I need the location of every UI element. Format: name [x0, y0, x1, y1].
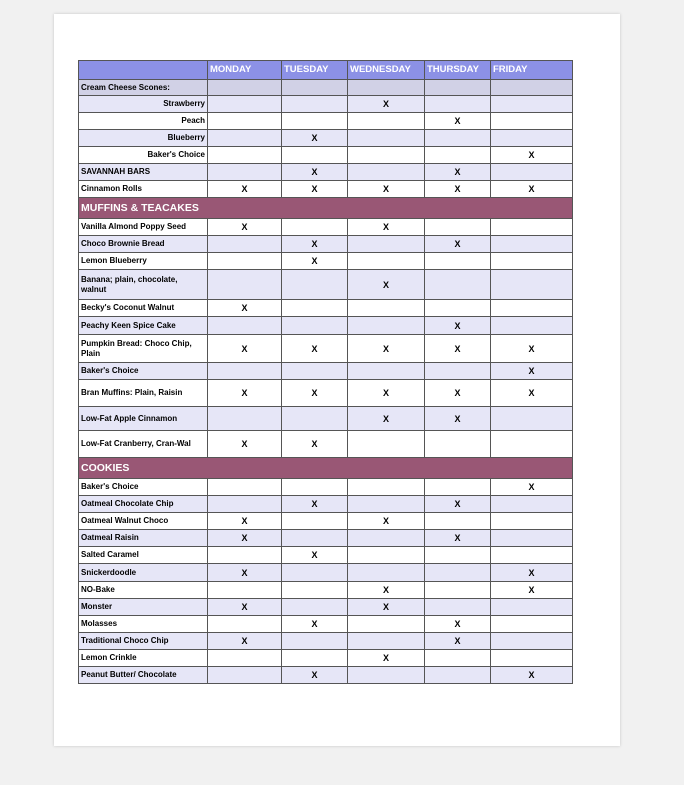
scheduled-mark: X	[491, 335, 573, 363]
schedule-body	[79, 80, 573, 684]
table-row	[79, 130, 573, 147]
empty-cell	[282, 582, 348, 599]
empty-cell	[491, 431, 573, 458]
table-row	[79, 113, 573, 130]
empty-cell	[491, 80, 573, 96]
table-row	[79, 219, 573, 236]
empty-cell	[425, 582, 491, 599]
empty-cell	[491, 96, 573, 113]
empty-cell	[282, 564, 348, 582]
table-row	[79, 253, 573, 270]
scheduled-mark: X	[491, 147, 573, 164]
scheduled-mark: X	[348, 599, 425, 616]
document-page	[54, 14, 620, 746]
scheduled-mark: X	[282, 547, 348, 564]
empty-cell	[208, 147, 282, 164]
scheduled-mark: X	[282, 130, 348, 147]
empty-cell	[425, 253, 491, 270]
empty-cell	[282, 96, 348, 113]
empty-cell	[348, 616, 425, 633]
table-row	[79, 335, 573, 363]
empty-cell	[348, 253, 425, 270]
table-row	[79, 667, 573, 684]
scheduled-mark: X	[491, 564, 573, 582]
scheduled-mark: X	[208, 181, 282, 198]
empty-cell	[425, 300, 491, 317]
empty-cell	[208, 96, 282, 113]
empty-cell	[348, 164, 425, 181]
item-name: Baker's Choice	[79, 479, 208, 496]
empty-cell	[348, 496, 425, 513]
scheduled-mark: X	[282, 431, 348, 458]
item-name: Peachy Keen Spice Cake	[79, 317, 208, 335]
scheduled-mark: X	[282, 667, 348, 684]
scheduled-mark: X	[208, 564, 282, 582]
scheduled-mark: X	[348, 181, 425, 198]
empty-cell	[282, 80, 348, 96]
item-name: Peanut Butter/ Chocolate	[79, 667, 208, 684]
scheduled-mark: X	[491, 363, 573, 380]
item-name: NO-Bake	[79, 582, 208, 599]
empty-cell	[425, 96, 491, 113]
empty-cell	[208, 317, 282, 335]
table-row	[79, 164, 573, 181]
table-row	[79, 530, 573, 547]
table-row	[79, 479, 573, 496]
table-row	[79, 547, 573, 564]
empty-cell	[348, 564, 425, 582]
item-name: Baker's Choice	[79, 363, 208, 380]
item-name: Strawberry	[79, 96, 208, 113]
table-row	[79, 147, 573, 164]
table-row	[79, 300, 573, 317]
item-name: Baker's Choice	[79, 147, 208, 164]
scheduled-mark: X	[282, 181, 348, 198]
empty-cell	[282, 317, 348, 335]
empty-cell	[348, 547, 425, 564]
empty-cell	[491, 599, 573, 616]
section-title: COOKIES	[79, 458, 573, 479]
scheduled-mark: X	[491, 667, 573, 684]
empty-cell	[208, 113, 282, 130]
empty-cell	[282, 219, 348, 236]
scheduled-mark: X	[208, 599, 282, 616]
empty-cell	[491, 300, 573, 317]
empty-cell	[491, 616, 573, 633]
scheduled-mark: X	[208, 380, 282, 407]
empty-cell	[425, 147, 491, 164]
header-monday: MONDAY	[208, 61, 282, 80]
scheduled-mark: X	[208, 513, 282, 530]
scheduled-mark: X	[425, 616, 491, 633]
empty-cell	[425, 564, 491, 582]
scheduled-mark: X	[348, 650, 425, 667]
scheduled-mark: X	[208, 300, 282, 317]
header-thursday: THURSDAY	[425, 61, 491, 80]
scheduled-mark: X	[282, 164, 348, 181]
empty-cell	[282, 300, 348, 317]
item-name: Low-Fat Apple Cinnamon	[79, 407, 208, 431]
scheduled-mark: X	[425, 113, 491, 130]
empty-cell	[208, 164, 282, 181]
empty-cell	[208, 80, 282, 96]
bakery-schedule-table	[78, 60, 573, 684]
scheduled-mark: X	[491, 380, 573, 407]
scheduled-mark: X	[208, 431, 282, 458]
empty-cell	[425, 431, 491, 458]
item-name: Becky's Coconut Walnut	[79, 300, 208, 317]
empty-cell	[348, 300, 425, 317]
empty-cell	[491, 253, 573, 270]
table-row	[79, 80, 573, 96]
scheduled-mark: X	[425, 164, 491, 181]
empty-cell	[425, 219, 491, 236]
empty-cell	[348, 431, 425, 458]
table-row	[79, 633, 573, 650]
empty-cell	[282, 530, 348, 547]
empty-cell	[282, 147, 348, 164]
item-name: Low-Fat Cranberry, Cran-Wal	[79, 431, 208, 458]
empty-cell	[208, 407, 282, 431]
empty-cell	[425, 479, 491, 496]
item-name: Salted Caramel	[79, 547, 208, 564]
empty-cell	[491, 130, 573, 147]
empty-cell	[282, 270, 348, 300]
empty-cell	[282, 479, 348, 496]
table-row	[79, 582, 573, 599]
empty-cell	[491, 496, 573, 513]
empty-cell	[282, 407, 348, 431]
empty-cell	[282, 599, 348, 616]
item-name: Cinnamon Rolls	[79, 181, 208, 198]
empty-cell	[491, 236, 573, 253]
empty-cell	[425, 363, 491, 380]
scheduled-mark: X	[425, 380, 491, 407]
header-corner-cell	[79, 61, 208, 80]
table-row	[79, 317, 573, 335]
scheduled-mark: X	[425, 236, 491, 253]
empty-cell	[491, 407, 573, 431]
empty-cell	[282, 650, 348, 667]
header-tuesday: TUESDAY	[282, 61, 348, 80]
scheduled-mark: X	[348, 582, 425, 599]
scheduled-mark: X	[282, 380, 348, 407]
scheduled-mark: X	[348, 407, 425, 431]
empty-cell	[425, 547, 491, 564]
empty-cell	[348, 130, 425, 147]
table-row	[79, 270, 573, 300]
section-header-row	[79, 458, 573, 479]
empty-cell	[282, 513, 348, 530]
empty-cell	[491, 270, 573, 300]
table-row	[79, 236, 573, 253]
empty-cell	[491, 633, 573, 650]
item-name: Pumpkin Bread: Choco Chip, Plain	[79, 335, 208, 363]
item-name: Oatmeal Raisin	[79, 530, 208, 547]
scheduled-mark: X	[491, 479, 573, 496]
empty-cell	[208, 253, 282, 270]
empty-cell	[491, 113, 573, 130]
scheduled-mark: X	[282, 616, 348, 633]
item-name: Cream Cheese Scones:	[79, 80, 208, 96]
table-row	[79, 513, 573, 530]
empty-cell	[348, 530, 425, 547]
section-header-row	[79, 198, 573, 219]
table-row	[79, 363, 573, 380]
empty-cell	[491, 219, 573, 236]
item-name: Bran Muffins: Plain, Raisin	[79, 380, 208, 407]
item-name: Molasses	[79, 616, 208, 633]
item-name: Banana; plain, chocolate, walnut	[79, 270, 208, 300]
scheduled-mark: X	[425, 496, 491, 513]
scheduled-mark: X	[208, 219, 282, 236]
scheduled-mark: X	[282, 335, 348, 363]
item-name: Oatmeal Chocolate Chip	[79, 496, 208, 513]
empty-cell	[208, 236, 282, 253]
empty-cell	[208, 547, 282, 564]
item-name: Monster	[79, 599, 208, 616]
scheduled-mark: X	[425, 530, 491, 547]
section-title: MUFFINS & TEACAKES	[79, 198, 573, 219]
scheduled-mark: X	[348, 380, 425, 407]
table-row	[79, 96, 573, 113]
scheduled-mark: X	[425, 407, 491, 431]
scheduled-mark: X	[348, 219, 425, 236]
scheduled-mark: X	[348, 335, 425, 363]
table-row	[79, 650, 573, 667]
table-row	[79, 599, 573, 616]
item-name: Traditional Choco Chip	[79, 633, 208, 650]
empty-cell	[425, 130, 491, 147]
empty-cell	[425, 650, 491, 667]
item-name: Peach	[79, 113, 208, 130]
table-row	[79, 181, 573, 198]
scheduled-mark: X	[208, 335, 282, 363]
empty-cell	[425, 513, 491, 530]
item-name: Lemon Crinkle	[79, 650, 208, 667]
header-friday: FRIDAY	[491, 61, 573, 80]
empty-cell	[425, 667, 491, 684]
header-wednesday: WEDNESDAY	[348, 61, 425, 80]
empty-cell	[425, 80, 491, 96]
scheduled-mark: X	[491, 181, 573, 198]
scheduled-mark: X	[425, 633, 491, 650]
empty-cell	[491, 530, 573, 547]
scheduled-mark: X	[208, 530, 282, 547]
table-row	[79, 616, 573, 633]
empty-cell	[348, 113, 425, 130]
empty-cell	[282, 113, 348, 130]
table-row	[79, 407, 573, 431]
scheduled-mark: X	[491, 582, 573, 599]
empty-cell	[348, 479, 425, 496]
scheduled-mark: X	[425, 335, 491, 363]
empty-cell	[208, 616, 282, 633]
empty-cell	[348, 667, 425, 684]
empty-cell	[208, 667, 282, 684]
scheduled-mark: X	[348, 270, 425, 300]
table-row	[79, 431, 573, 458]
empty-cell	[348, 236, 425, 253]
empty-cell	[348, 80, 425, 96]
scheduled-mark: X	[425, 317, 491, 335]
scheduled-mark: X	[348, 96, 425, 113]
empty-cell	[348, 633, 425, 650]
table-row	[79, 564, 573, 582]
empty-cell	[491, 547, 573, 564]
empty-cell	[425, 599, 491, 616]
empty-cell	[348, 147, 425, 164]
scheduled-mark: X	[282, 253, 348, 270]
scheduled-mark: X	[425, 181, 491, 198]
empty-cell	[348, 363, 425, 380]
empty-cell	[208, 130, 282, 147]
empty-cell	[208, 650, 282, 667]
empty-cell	[282, 633, 348, 650]
item-name: Oatmeal Walnut Choco	[79, 513, 208, 530]
empty-cell	[208, 270, 282, 300]
scheduled-mark: X	[282, 496, 348, 513]
empty-cell	[282, 363, 348, 380]
table-row	[79, 496, 573, 513]
empty-cell	[208, 582, 282, 599]
item-name: Vanilla Almond Poppy Seed	[79, 219, 208, 236]
table-row	[79, 380, 573, 407]
header-row	[79, 61, 573, 80]
item-name: SAVANNAH BARS	[79, 164, 208, 181]
scheduled-mark: X	[208, 633, 282, 650]
empty-cell	[491, 650, 573, 667]
empty-cell	[491, 317, 573, 335]
empty-cell	[208, 363, 282, 380]
item-name: Blueberry	[79, 130, 208, 147]
empty-cell	[425, 270, 491, 300]
scheduled-mark: X	[282, 236, 348, 253]
item-name: Snickerdoodle	[79, 564, 208, 582]
empty-cell	[491, 164, 573, 181]
empty-cell	[491, 513, 573, 530]
empty-cell	[208, 479, 282, 496]
empty-cell	[348, 317, 425, 335]
empty-cell	[208, 496, 282, 513]
item-name: Choco Brownie Bread	[79, 236, 208, 253]
item-name: Lemon Blueberry	[79, 253, 208, 270]
scheduled-mark: X	[348, 513, 425, 530]
